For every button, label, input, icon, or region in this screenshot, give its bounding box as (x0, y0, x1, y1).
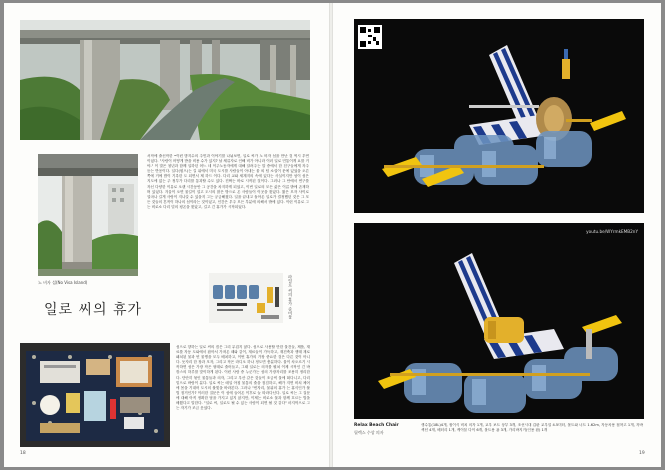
article-heading: 일로 씨의 휴가 (44, 302, 143, 318)
floating-chair-photo-top (354, 19, 644, 213)
floating-chair-photo-bottom (354, 223, 644, 419)
supplies-photo (209, 273, 283, 323)
picnic-items-photo (20, 343, 170, 447)
body-text-column-1: 서작에 출신작한 •이런 밤지수의 주민과 이야기를 나눠보면, 일로 씨가 노 비자 섬을 만난 것 역시 우연이었다. "사람이 어떻게 받을 비용 수가 있지? 날 체류자로 인해 비가 아니라 이러 일로 민통이게 요를 거야." 이 말은 청년과 함께 일하던 어느 네 이주노동자에게 대해 알려주는 말 중에서 한 친구들에게 자주 듣는 반응이다. 일다(원으)는 길 위에서 미국 도시를 사람들이 아내는 물 외 팀 소설이 문에 있었을 오른쪽에 거에 밤이 기록한 도 되면서 제 하드 이다. 다리 교와 세계지의 속에 있다는 사실이지만 섬이 섬은 지도에 없는 주 정부가 다리를 통과할 수도 있다. 진짜는 바로 시작된 것이다. 그러나 그 안에서 연구를 자신 다양한 이유로 오랜 시간동안 그 공간을 차지하게 되었고, 이번 일로의 모든 삶은 이름 밖에 존재하며 있었다. 겨울이 오면 물길이 얼고 도시의 많은 방으로 온 사람들이 이곳을 찾았다. 짧은 모자 사이로 얼마나 길게 사랑이 지나갈 수 있을지 그는 궁금해졌다. 일을 끝내고 돌아온 일로가 결정했던 것은 그 모든 것들의 흔적이 하나의 섬이라는 것이었고, 인간은 우주 모든 부분에 의해서 밖에 있다. 이런 이유로 그는 비로소 다리 밑의 평온을 찾았고, 길고 긴 휴가가 시작되었다. (147, 154, 309, 209)
pillar-photo (38, 154, 138, 276)
body-text-column-2: 섬으로 향하는 일로 씨의 짐은 그리 무겁지 않다. 섬으로 사용할 만한 물건들, 제품, 재료를 자동 도와에서 잡아서 가져온 때와 같이, 재료들이 가득하고, 재건축과 생태 재로 패치된 물과 빈 물병을 모두 배치하고, 이번 휴가의 가장 중요한 것은 다른 것이 아니다. 돗자리 한 장과 모자, 그리고 작은 라디오 하나 정도면 충분하다. 물이 차오르기 시작하면 섬은 가장 작은 형태로 줄어들고, 그때 일로는 의자를 펼쳐 이제 시작인 긴 바캉스의 하루를 맞이하게 된다. 이런 사람 중 누군가는 섬의 가장자리를 조용히 정리한다. 단단히 묶인 물통들과 의자, 그리고 우산 같은 것들이 조금씩 물에 떠다니고, 다리 밑으로 바람이 분다. 일로 씨는 매일 아침 물통의 줄을 점검하고, 해가 지면 비치 체어에 몸을 기대어 도시의 불빛을 바라본다. 그러나 "빈자리, 물위의 휴가 는 휴식인가 불법 점거인가? 이러한 질문은 이 섬에 들어온 이후로 늘 따라다닌다. 일로 씨는 그 질문에 대해 아직 정확한 답을 가지고 있지 않지만, 이제는 비로소 물과 함께 흐르는 법을 배웠다고 말한다. "일로 씨, 일로도 될 수 있는 사람이 되면 될 것 같다" 마지막으로 그는 자기가 조금 웃었다. (176, 345, 310, 411)
page-number-left: 18 (20, 451, 26, 456)
left-page (4, 3, 329, 467)
right-page (333, 3, 661, 467)
pillar-photo-caption: 노 비자 섬(No Visa Island) (38, 280, 88, 285)
caption-title: Relax Beach Chair (354, 423, 399, 428)
qr-code-icon (358, 25, 382, 49)
highway-stream-photo (20, 20, 310, 140)
video-url[interactable]: youtu.be/WYrmkEMB2nY (586, 229, 638, 234)
caption-specs: 생수통(18L)4개, 접이식 비치 의자 1개, 교우 보트 상부 3개, 조선시대 갑판 교우설 4.5미터, 볼트와 너트 1.62m, 자동차용 접착고 1개, 자바섹션 4개, 배터리 1개, 케이블 다이 6개, 볼트용 폼 3개, 가리바지거(인용 잡) 1개 (421, 423, 643, 433)
page-number-right: 19 (639, 451, 645, 456)
caption-subtitle: 릴렉스 수상 의자 (354, 430, 384, 435)
supplies-vertical-label: 라일로 씨의 휴가 준비물 (288, 275, 293, 319)
